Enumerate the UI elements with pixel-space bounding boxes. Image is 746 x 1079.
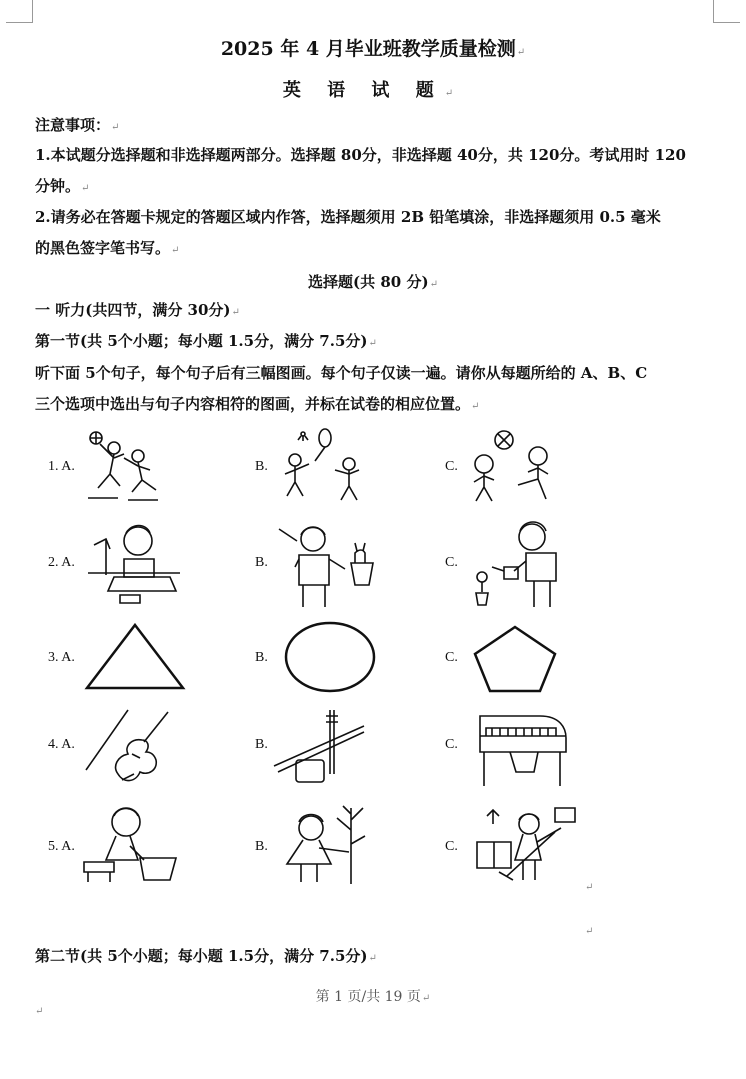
sweeping-floor-icon [463, 800, 579, 888]
piano-icon [470, 706, 570, 790]
return-mark: ↵ [585, 926, 594, 937]
question-5-label: 5. A. [48, 839, 75, 854]
notice-item-1-cont: 分钟。↵ [35, 177, 90, 195]
question-4-option-b: B. [255, 737, 268, 752]
question-2-option-b: B. [255, 555, 268, 570]
page-corner-top-right [713, 0, 740, 23]
violin-icon [82, 706, 178, 790]
question-5-option-b: B. [255, 839, 268, 854]
pentagon-icon [472, 624, 558, 694]
playing-football-icon [460, 428, 560, 508]
playing-badminton-icon [275, 426, 375, 506]
notice-item-1: 1.本试题分选择题和非选择题两部分。选择题 80分，非选择题 40分，共 120分。考试用时 120 [35, 146, 686, 164]
question-2-option-c: C. [445, 555, 458, 570]
question-3-option-c: C. [445, 650, 458, 665]
watering-flowers-icon [470, 515, 580, 611]
question-3-label: 3. A. [48, 650, 75, 665]
instructions-line-1: 听下面 5个句子，每个句子后有三幅图画。每个句子仅读一遍。请你从每题所给的 A、B、C [35, 364, 648, 382]
question-1-label: 1. A. [48, 459, 75, 474]
boy-studying-icon [84, 515, 184, 611]
page-footer: 第 1 页/共 19 页↵ [315, 989, 431, 1005]
return-mark: ↵ [585, 882, 594, 893]
notice-heading: 注意事项：↵ [35, 116, 120, 134]
planting-tree-icon [275, 800, 385, 888]
page-corner-top-left [6, 0, 33, 23]
section-1-title: 第一节(共 5个小题；每小题 1.5分，满分 7.5分)↵ [35, 332, 377, 350]
washing-clothes-icon [80, 802, 180, 886]
exam-title: 2025 年 4 月毕业班教学质量检测↵ [220, 38, 526, 60]
question-4-label: 4. A. [48, 737, 75, 752]
question-4-option-c: C. [445, 737, 458, 752]
notice-item-2: 2.请务必在答题卡规定的答题区域内作答，选择题须用 2B 铅笔填涂，非选择题须用 0.5 毫米 [35, 208, 661, 226]
instructions-line-2: 三个选项中选出与句子内容相符的图画，并标在试卷的相应位置。↵ [35, 395, 480, 413]
exam-subject: 英 语 试 题↵ [282, 80, 464, 101]
question-1-option-c: C. [445, 459, 458, 474]
erhu-icon [270, 706, 370, 786]
choice-section-title: 选择题(共 80 分)↵ [308, 273, 438, 291]
playing-volleyball-icon [80, 428, 190, 504]
magician-icon [275, 515, 385, 611]
triangle-icon [84, 622, 186, 692]
question-3-option-b: B. [255, 650, 268, 665]
return-mark: ↵ [35, 1006, 44, 1017]
listening-part-title: 一 听力(共四节，满分 30分)↵ [35, 301, 240, 319]
question-1-option-b: B. [255, 459, 268, 474]
circle-icon [283, 620, 377, 694]
section-2-title: 第二节(共 5个小题；每小题 1.5分，满分 7.5分)↵ [35, 947, 377, 965]
notice-item-2-cont: 的黑色签字笔书写。↵ [35, 239, 180, 257]
question-2-label: 2. A. [48, 555, 75, 570]
question-5-option-c: C. [445, 839, 458, 854]
